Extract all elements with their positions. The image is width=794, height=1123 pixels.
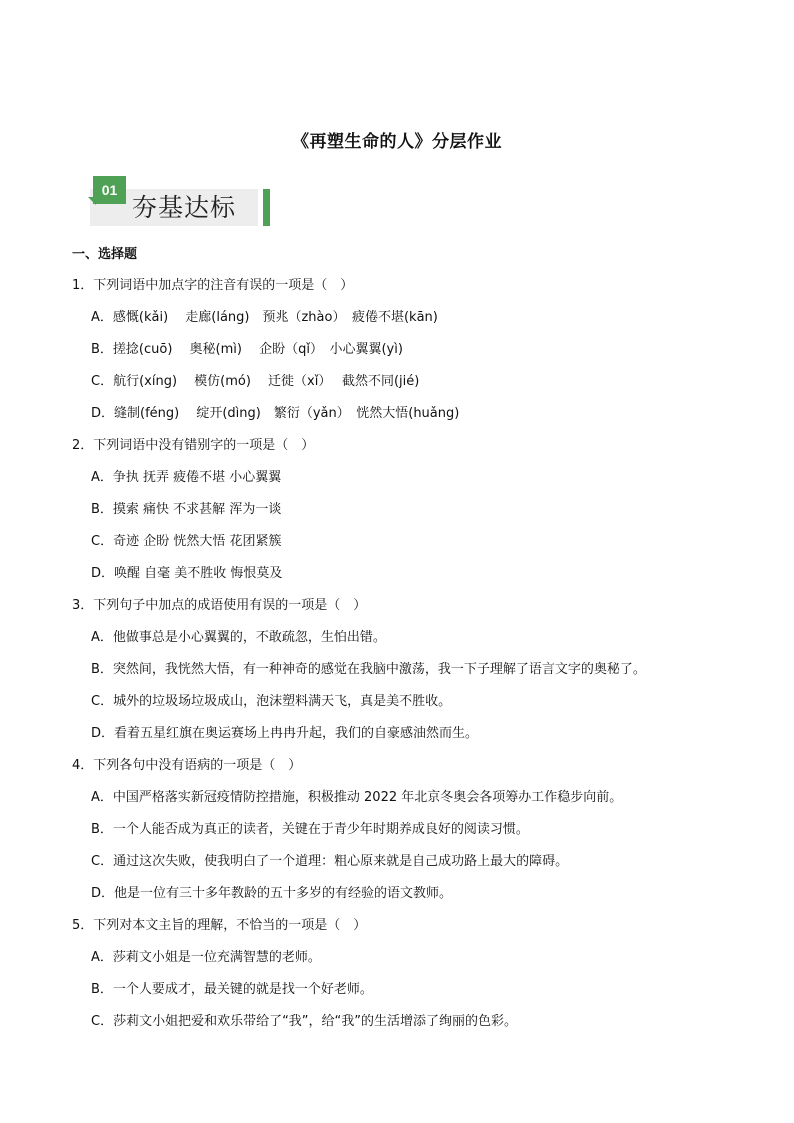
answer-option: C．通过这次失败，使我明白了一个道理：粗心原来就是自己成功路上最大的障碍。 — [91, 854, 569, 869]
page-title: 《再塑生命的人》分层作业 — [292, 132, 502, 152]
answer-option: A．感慨(kǎi) 走廊(láng) 预兆（zhào） 疲倦不堪(kān) — [91, 310, 438, 325]
section-banner — [84, 173, 274, 229]
question-stem: 5．下列对本文主旨的理解，不恰当的一项是（ ） — [72, 918, 367, 933]
answer-option: B．突然间，我恍然大悟，有一种神奇的感觉在我脑中激荡，我一下子理解了语言文字的奥秘了。 — [91, 662, 646, 677]
banner-accent-bar — [263, 189, 270, 226]
answer-option: A．中国严格落实新冠疫情防控措施，积极推动 2022 年北京冬奥会各项筹办工作稳步向前。 — [91, 790, 623, 805]
answer-option: D．缝制(féng) 绽开(dìng) 繁衍（yǎn） 恍然大悟(huǎng) — [91, 406, 460, 421]
question-block — [72, 590, 752, 750]
answer-option: D．看着五星红旗在奥运赛场上冉冉升起，我们的自豪感油然而生。 — [91, 726, 479, 741]
section-heading: 一、选择题 — [72, 247, 138, 262]
answer-option: A．争执 抚弄 疲倦不堪 小心翼翼 — [91, 470, 282, 485]
answer-option: C．航行(xíng) 模仿(mó) 迁徙（xǐ） 截然不同(jié) — [91, 374, 420, 389]
question-stem: 3．下列句子中加点的成语使用有误的一项是（ ） — [72, 598, 367, 613]
question-stem: 2．下列词语中没有错别字的一项是（ ） — [72, 438, 315, 453]
question-stem: 1．下列词语中加点字的注音有误的一项是（ ） — [72, 278, 354, 293]
question-stem: 4．下列各句中没有语病的一项是（ ） — [72, 758, 302, 773]
question-list — [72, 244, 752, 1038]
answer-option: A．莎莉文小姐是一位充满智慧的老师。 — [91, 950, 321, 965]
answer-option: C．莎莉文小姐把爱和欢乐带给了“我”，给“我”的生活增添了绚丽的色彩。 — [91, 1014, 518, 1029]
answer-option: B．一个人能否成为真正的读者，关键在于青少年时期养成良好的阅读习惯。 — [91, 822, 529, 837]
banner-number: 01 — [93, 176, 126, 204]
answer-option: B．搓捻(cuō) 奥秘(mì) 企盼（qǐ） 小心翼翼(yì) — [91, 342, 403, 357]
answer-option: B．摸索 痛快 不求甚解 浑为一谈 — [91, 502, 282, 517]
banner-label: 夯基达标 — [132, 193, 237, 222]
question-block — [72, 910, 752, 1038]
question-block — [72, 750, 752, 910]
answer-option: A．他做事总是小心翼翼的，不敢疏忽，生怕出错。 — [91, 630, 386, 645]
answer-option: C．城外的垃圾场垃圾成山，泡沫塑料满天飞，真是美不胜收。 — [91, 694, 452, 709]
answer-option: B．一个人要成才，最关键的就是找一个好老师。 — [91, 982, 373, 997]
question-block — [72, 430, 752, 590]
answer-option: D．他是一位有三十多年教龄的五十多岁的有经验的语文教师。 — [91, 886, 453, 901]
question-block — [72, 270, 752, 430]
answer-option: D．唤醒 自毫 美不胜收 悔恨莫及 — [91, 566, 283, 581]
answer-option: C．奇迹 企盼 恍然大悟 花团紧簇 — [91, 534, 282, 549]
